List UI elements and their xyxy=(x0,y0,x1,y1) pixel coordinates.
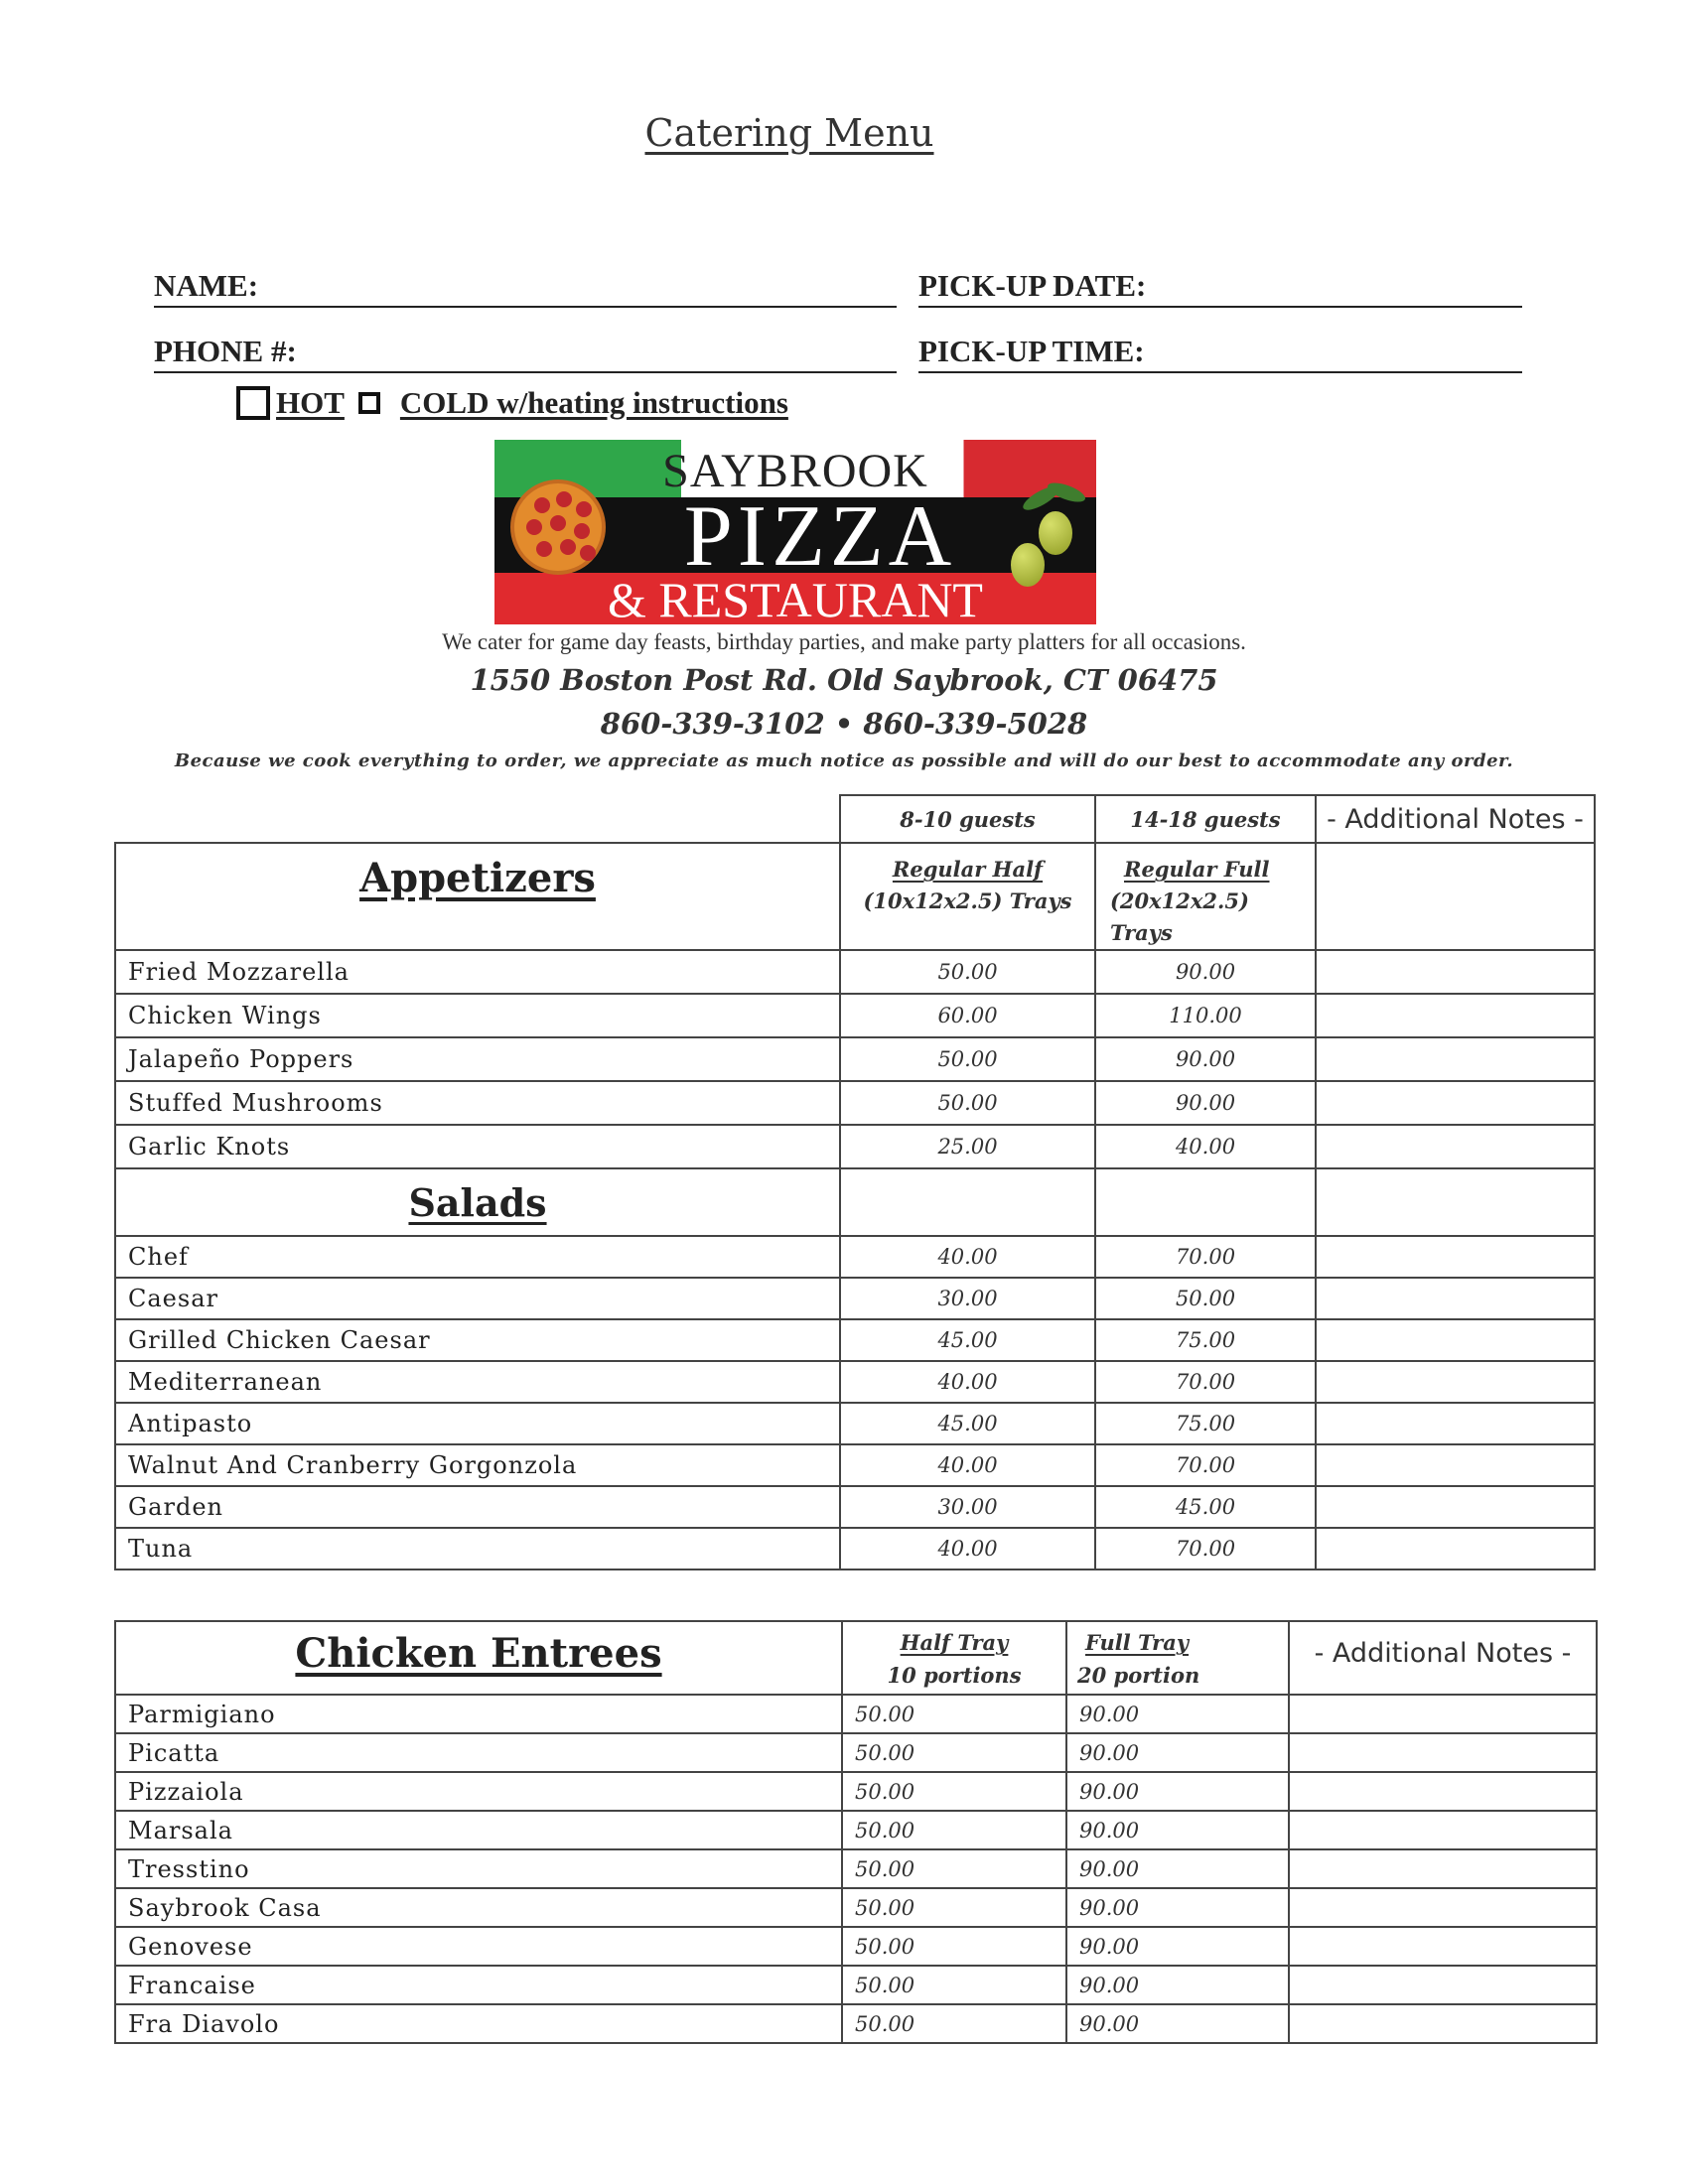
pickup-time-field[interactable] xyxy=(918,334,1522,373)
salad-full-price: 70.00 xyxy=(1094,1235,1317,1279)
appetizer-half-price: 60.00 xyxy=(839,993,1096,1038)
half-guests-header: 8-10 guests xyxy=(839,794,1096,844)
order-notice: Because we cook everything to order, we appreciate as much notice as possible and will do our best to accommodate any order. xyxy=(174,751,1514,771)
appetizer-full-price: 40.00 xyxy=(1094,1124,1317,1169)
entree-half-price: 50.00 xyxy=(841,1771,1067,1812)
hot-cold-options xyxy=(236,383,788,423)
salad-half-price: 40.00 xyxy=(839,1360,1096,1404)
pickup-date-line xyxy=(918,306,1522,308)
entree-full-price: 90.00 xyxy=(1065,1694,1290,1734)
entree-notes[interactable] xyxy=(1288,1732,1598,1773)
address: 1550 Boston Post Rd. Old Saybrook, CT 06475 xyxy=(470,663,1218,697)
pizza-icon xyxy=(510,479,606,575)
salad-half-price: 30.00 xyxy=(839,1277,1096,1320)
notes-header-2: - Additional Notes - xyxy=(1288,1620,1598,1696)
salad-half-price: 30.00 xyxy=(839,1485,1096,1529)
appetizer-notes[interactable] xyxy=(1315,1124,1596,1169)
salad-notes[interactable] xyxy=(1315,1402,1596,1445)
notes-header: - Additional Notes - xyxy=(1315,794,1596,844)
salad-full-price: 45.00 xyxy=(1094,1485,1317,1529)
hot-label: HOT xyxy=(276,385,345,420)
entree-item-name: Genovese xyxy=(114,1926,843,1967)
salads-notes[interactable] xyxy=(1315,1167,1596,1237)
half-tray-size: (10x12x2.5) Trays xyxy=(863,888,1072,913)
full-tray-size-2: Trays xyxy=(1110,920,1173,945)
entree-half-price: 50.00 xyxy=(841,1732,1067,1773)
restaurant-logo xyxy=(494,440,1096,624)
name-label: NAME: xyxy=(154,268,259,303)
salad-item-name: Walnut And Cranberry Gorgonzola xyxy=(114,1443,841,1487)
notes-cell[interactable] xyxy=(1315,842,1596,951)
appetizer-notes[interactable] xyxy=(1315,949,1596,995)
salad-notes[interactable] xyxy=(1315,1318,1596,1362)
salad-notes[interactable] xyxy=(1315,1235,1596,1279)
entree-full-price: 90.00 xyxy=(1065,1810,1290,1850)
full-tray-header-2 xyxy=(1065,1620,1290,1696)
appetizer-notes[interactable] xyxy=(1315,1036,1596,1082)
full-tray-size-1: (20x12x2.5) xyxy=(1110,888,1249,913)
entree-half-price: 50.00 xyxy=(841,1848,1067,1889)
entree-item-name: Pizzaiola xyxy=(114,1771,843,1812)
salad-item-name: Tuna xyxy=(114,1527,841,1570)
half-tray-header xyxy=(839,842,1096,951)
salad-half-price: 40.00 xyxy=(839,1443,1096,1487)
chicken-entrees-heading: Chicken Entrees xyxy=(114,1620,843,1696)
appetizer-full-price: 90.00 xyxy=(1094,1080,1317,1126)
appetizer-item-name: Fried Mozzarella xyxy=(114,949,841,995)
appetizer-item-name: Stuffed Mushrooms xyxy=(114,1080,841,1126)
appetizer-half-price: 50.00 xyxy=(839,949,1096,995)
entree-notes[interactable] xyxy=(1288,1810,1598,1850)
salads-half-blank xyxy=(839,1167,1096,1237)
entree-notes[interactable] xyxy=(1288,2003,1598,2044)
salad-full-price: 70.00 xyxy=(1094,1443,1317,1487)
entree-full-price: 90.00 xyxy=(1065,1926,1290,1967)
page-title: Catering Menu xyxy=(644,111,934,155)
appetizer-full-price: 110.00 xyxy=(1094,993,1317,1038)
salad-half-price: 40.00 xyxy=(839,1527,1096,1570)
appetizer-notes[interactable] xyxy=(1315,1080,1596,1126)
entree-notes[interactable] xyxy=(1288,1694,1598,1734)
entree-half-price: 50.00 xyxy=(841,1926,1067,1967)
appetizer-half-price: 25.00 xyxy=(839,1124,1096,1169)
entree-notes[interactable] xyxy=(1288,1887,1598,1928)
salads-heading: Salads xyxy=(114,1167,841,1237)
entree-half-price: 50.00 xyxy=(841,2003,1067,2044)
tagline: We cater for game day feasts, birthday parties, and make party platters for all occasions. xyxy=(442,629,1246,654)
pickup-date-label: PICK-UP DATE: xyxy=(918,268,1147,303)
entree-half-price: 50.00 xyxy=(841,1810,1067,1850)
salad-notes[interactable] xyxy=(1315,1443,1596,1487)
half-tray-sub: 10 portions xyxy=(887,1663,1022,1688)
full-tray-header xyxy=(1094,842,1317,951)
appetizer-notes[interactable] xyxy=(1315,993,1596,1038)
entree-notes[interactable] xyxy=(1288,1848,1598,1889)
entree-item-name: Marsala xyxy=(114,1810,843,1850)
entree-item-name: Tresstino xyxy=(114,1848,843,1889)
salad-notes[interactable] xyxy=(1315,1527,1596,1570)
entree-notes[interactable] xyxy=(1288,1965,1598,2005)
entree-half-price: 50.00 xyxy=(841,1694,1067,1734)
salad-notes[interactable] xyxy=(1315,1485,1596,1529)
entree-item-name: Saybrook Casa xyxy=(114,1887,843,1928)
half-tray-title-2: Half Tray xyxy=(900,1630,1009,1655)
salads-full-blank xyxy=(1094,1167,1317,1237)
half-tray-header-2 xyxy=(841,1620,1067,1696)
appetizer-item-name: Garlic Knots xyxy=(114,1124,841,1169)
salad-item-name: Grilled Chicken Caesar xyxy=(114,1318,841,1362)
salad-full-price: 75.00 xyxy=(1094,1402,1317,1445)
salad-notes[interactable] xyxy=(1315,1277,1596,1320)
salad-item-name: Chef xyxy=(114,1235,841,1279)
pickup-time-label: PICK-UP TIME: xyxy=(918,334,1145,368)
half-tray-title: Regular Half xyxy=(892,857,1044,882)
entree-full-price: 90.00 xyxy=(1065,2003,1290,2044)
salad-full-price: 75.00 xyxy=(1094,1318,1317,1362)
appetizer-half-price: 50.00 xyxy=(839,1036,1096,1082)
hot-checkbox[interactable] xyxy=(236,386,270,420)
phone-line xyxy=(154,371,897,373)
logo-line2: PIZZA xyxy=(683,488,957,585)
entree-item-name: Picatta xyxy=(114,1732,843,1773)
appetizer-full-price: 90.00 xyxy=(1094,1036,1317,1082)
salad-half-price: 45.00 xyxy=(839,1402,1096,1445)
salad-item-name: Garden xyxy=(114,1485,841,1529)
entree-half-price: 50.00 xyxy=(841,1887,1067,1928)
full-tray-title: Regular Full xyxy=(1124,857,1270,882)
appetizer-item-name: Jalapeño Poppers xyxy=(114,1036,841,1082)
full-tray-sub: 20 portion xyxy=(1077,1663,1200,1688)
name-line xyxy=(154,306,897,308)
phone-numbers: 860-339-3102 • 860-339-5028 xyxy=(600,707,1088,741)
name-field[interactable] xyxy=(154,268,897,308)
salad-full-price: 50.00 xyxy=(1094,1277,1317,1320)
full-tray-title-2: Full Tray xyxy=(1085,1630,1190,1655)
appetizer-full-price: 90.00 xyxy=(1094,949,1317,995)
salad-item-name: Antipasto xyxy=(114,1402,841,1445)
entree-full-price: 90.00 xyxy=(1065,1887,1290,1928)
entree-full-price: 90.00 xyxy=(1065,1732,1290,1773)
appetizer-half-price: 50.00 xyxy=(839,1080,1096,1126)
entree-notes[interactable] xyxy=(1288,1771,1598,1812)
phone-label: PHONE #: xyxy=(154,334,297,368)
entree-full-price: 90.00 xyxy=(1065,1965,1290,2005)
cold-label: COLD w/heating instructions xyxy=(399,385,788,420)
salad-full-price: 70.00 xyxy=(1094,1527,1317,1570)
salad-notes[interactable] xyxy=(1315,1360,1596,1404)
phone-field[interactable] xyxy=(154,334,897,373)
cold-checkbox[interactable] xyxy=(358,392,380,414)
entree-full-price: 90.00 xyxy=(1065,1848,1290,1889)
entree-item-name: Fra Diavolo xyxy=(114,2003,843,2044)
salad-item-name: Mediterranean xyxy=(114,1360,841,1404)
appetizer-item-name: Chicken Wings xyxy=(114,993,841,1038)
salad-half-price: 40.00 xyxy=(839,1235,1096,1279)
logo-line1: SAYBROOK xyxy=(662,445,928,497)
appetizers-heading: Appetizers xyxy=(114,842,841,951)
salad-item-name: Caesar xyxy=(114,1277,841,1320)
pickup-date-field[interactable] xyxy=(918,268,1522,308)
entree-full-price: 90.00 xyxy=(1065,1771,1290,1812)
salad-half-price: 45.00 xyxy=(839,1318,1096,1362)
entree-item-name: Francaise xyxy=(114,1965,843,2005)
logo-line3: & RESTAURANT xyxy=(608,572,983,624)
entree-item-name: Parmigiano xyxy=(114,1694,843,1734)
full-guests-header: 14-18 guests xyxy=(1094,794,1317,844)
salad-full-price: 70.00 xyxy=(1094,1360,1317,1404)
entree-half-price: 50.00 xyxy=(841,1965,1067,2005)
entree-notes[interactable] xyxy=(1288,1926,1598,1967)
pickup-time-line xyxy=(918,371,1522,373)
